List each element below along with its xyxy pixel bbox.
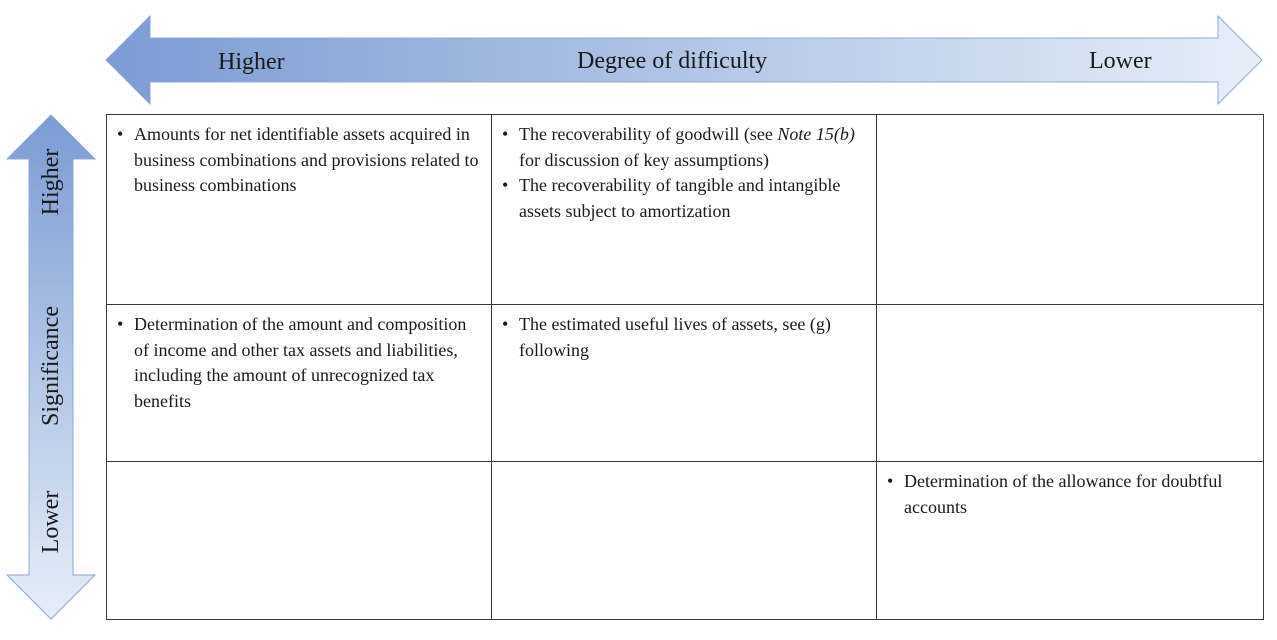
cell-bullet-list — [501, 122, 868, 224]
cell-bullet-list — [501, 312, 868, 363]
cell-mid-sig-high-diff — [107, 305, 492, 462]
cell-mid-sig-mid-diff — [492, 305, 877, 462]
matrix-row-mid-significance — [107, 305, 1264, 462]
matrix-row-low-significance — [107, 462, 1264, 620]
cell-bullet-item: • Amounts for net identifiable assets acquired in business combinations and provisions related to business combinations — [134, 122, 483, 199]
cell-bullet-list — [886, 469, 1255, 520]
cell-bullet-list — [116, 312, 483, 414]
cell-high-sig-low-diff — [877, 115, 1264, 305]
estimates-matrix — [106, 114, 1264, 620]
matrix-row-high-significance — [107, 115, 1264, 305]
cell-bullet-item: • Determination of the allowance for doubtful accounts — [904, 469, 1255, 520]
difficulty-lower-label: Lower — [1089, 48, 1152, 74]
cell-bullet-item: • Determination of the amount and composition of income and other tax assets and liabilities, including the amount of unrecognized tax benefits — [134, 312, 483, 414]
cell-high-sig-mid-diff — [492, 115, 877, 305]
cell-bullet-list — [116, 122, 483, 199]
cell-low-sig-high-diff — [107, 462, 492, 620]
cell-high-sig-high-diff — [107, 115, 492, 305]
significance-lower-label: Lower — [38, 490, 64, 554]
cell-low-sig-low-diff — [877, 462, 1264, 620]
cell-bullet-item: • The estimated useful lives of assets, see (g) following — [519, 312, 868, 363]
cell-low-sig-mid-diff — [492, 462, 877, 620]
significance-higher-label: Higher — [38, 148, 64, 216]
difficulty-axis-title: Degree of difficulty — [577, 48, 768, 74]
cell-bullet-item: • The recoverability of goodwill (see Note 15(b) for discussion of key assumptions) — [519, 122, 868, 173]
cell-mid-sig-low-diff — [877, 305, 1264, 462]
difficulty-higher-label: Higher — [218, 49, 285, 75]
cell-bullet-item: • The recoverability of tangible and intangible assets subject to amortization — [519, 173, 868, 224]
significance-axis-title: Significance — [38, 306, 64, 426]
